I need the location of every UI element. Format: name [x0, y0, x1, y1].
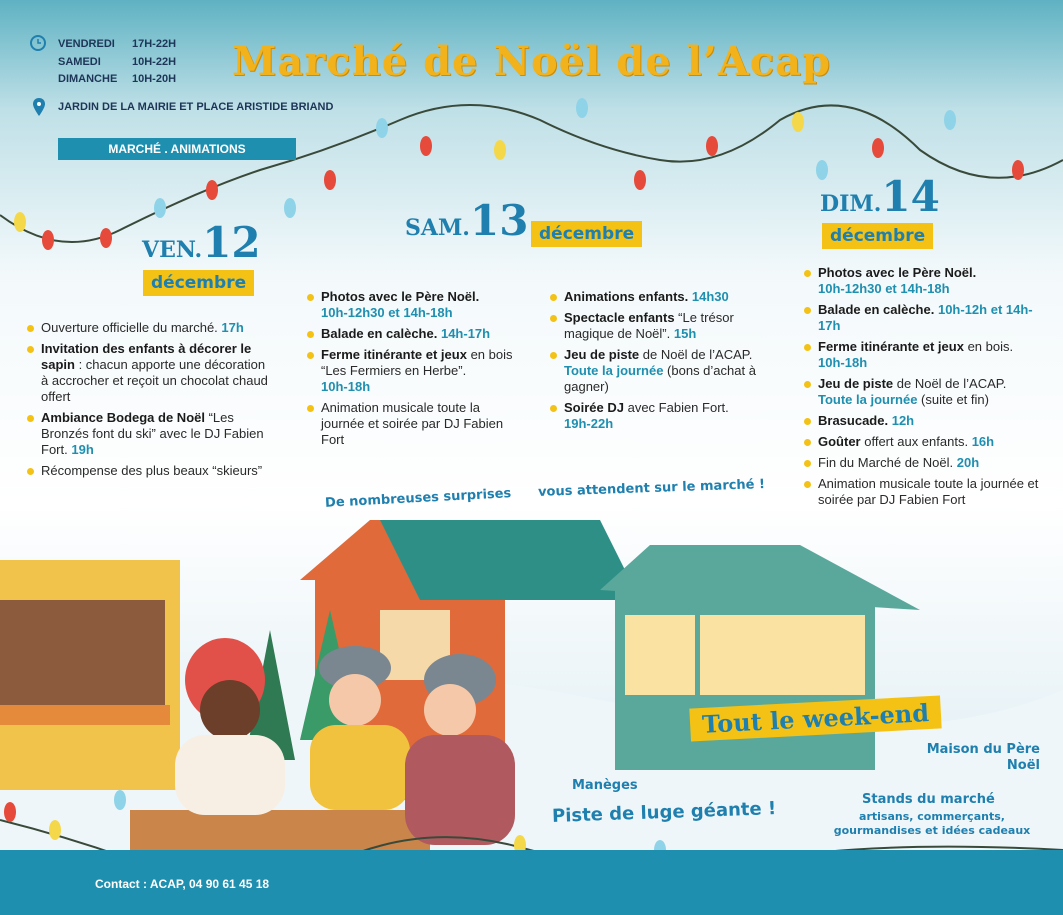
page-title: Marché de Noël de l’Acap: [232, 38, 831, 85]
hours-row-friday: VENDREDI 17H-22H: [58, 38, 177, 50]
sunday-events: [804, 265, 1044, 513]
list-item: Animations enfants. 14h30: [550, 289, 760, 305]
surprise-text-2: vous attendent sur le marché !: [537, 477, 766, 500]
maneges-label: Manèges: [572, 778, 638, 793]
list-item: Récompense des plus beaux “skieurs”: [27, 463, 272, 479]
hours-row-sunday: DIMANCHE 10H-20H: [58, 73, 177, 85]
list-item: Jeu de piste de Noël de l’ACAP. Toute la journée (bons d’achat à gagner): [550, 347, 760, 395]
list-item: Animation musicale toute la journée et soirée par DJ Fabien Fort: [307, 400, 517, 448]
stands-title: Stands du marché: [862, 792, 995, 807]
luge-label: Piste de luge géante !: [551, 798, 777, 827]
list-item: Goûter offert aux enfants. 16h: [804, 434, 1044, 450]
list-item: Fin du Marché de Noël. 20h: [804, 455, 1044, 471]
list-item: Photos avec le Père Noël. 10h-12h30 et 14h-18h: [307, 289, 517, 321]
list-item: Ferme itinérante et jeux en bois. 10h-18h: [804, 339, 1044, 371]
saturday-events-col2: [550, 289, 760, 437]
surprise-text-1: De nombreuses surprises: [324, 486, 512, 511]
location-text: JARDIN DE LA MAIRIE ET PLACE ARISTIDE BRIAND: [58, 101, 334, 113]
day-header-saturday: SAM.13: [405, 196, 529, 245]
day-header-sunday: DIM.14: [820, 172, 940, 221]
list-item: Ouverture officielle du marché. 17h: [27, 320, 272, 336]
list-item: Balade en calèche. 14h-17h: [307, 326, 517, 342]
month-badge-sunday: décembre: [822, 223, 933, 249]
list-item: Jeu de piste de Noël de l’ACAP. Toute la journée (suite et fin): [804, 376, 1044, 408]
tagline-badge: MARCHÉ . ANIMATIONS: [58, 138, 296, 160]
list-item: Photos avec le Père Noël. 10h-12h30 et 14h-18h: [804, 265, 1044, 297]
list-item: Spectacle enfants “Le trésor magique de Noël”. 15h: [550, 310, 760, 342]
weekend-banner: Tout le week-end: [689, 695, 941, 741]
hours-row-saturday: SAMEDI 10H-22H: [58, 56, 177, 68]
location-pin-icon: [33, 98, 45, 116]
list-item: Ambiance Bodega de Noël “Les Bronzés font du ski” avec le DJ Fabien Fort. 19h: [27, 410, 272, 458]
list-item: Ferme itinérante et jeux en bois “Les Fermiers en Herbe”. 10h-18h: [307, 347, 517, 395]
day-header-friday: VEN.12: [142, 218, 261, 267]
contact-text: Contact : ACAP, 04 90 61 45 18: [95, 877, 270, 891]
friday-events: [27, 320, 272, 484]
list-item: Animation musicale toute la journée et soirée par DJ Fabien Fort: [804, 476, 1044, 508]
list-item: Brasucade. 12h: [804, 413, 1044, 429]
left-stall: [0, 560, 180, 790]
list-item: Soirée DJ avec Fabien Fort. 19h-22h: [550, 400, 760, 432]
month-badge-saturday: décembre: [531, 221, 642, 247]
saturday-events-col1: [307, 289, 517, 453]
list-item: Invitation des enfants à décorer le sapin : chacun apporte une décoration à accrocher et reçoit un chocolat chaud offert: [27, 341, 272, 405]
stands-subtitle: artisans, commerçants, gourmandises et idées cadeaux: [833, 810, 1031, 837]
maison-label: Maison du Père Noël: [926, 742, 1040, 773]
list-item: Balade en calèche. 10h-12h et 14h-17h: [804, 302, 1044, 334]
month-badge-friday: décembre: [143, 270, 254, 296]
